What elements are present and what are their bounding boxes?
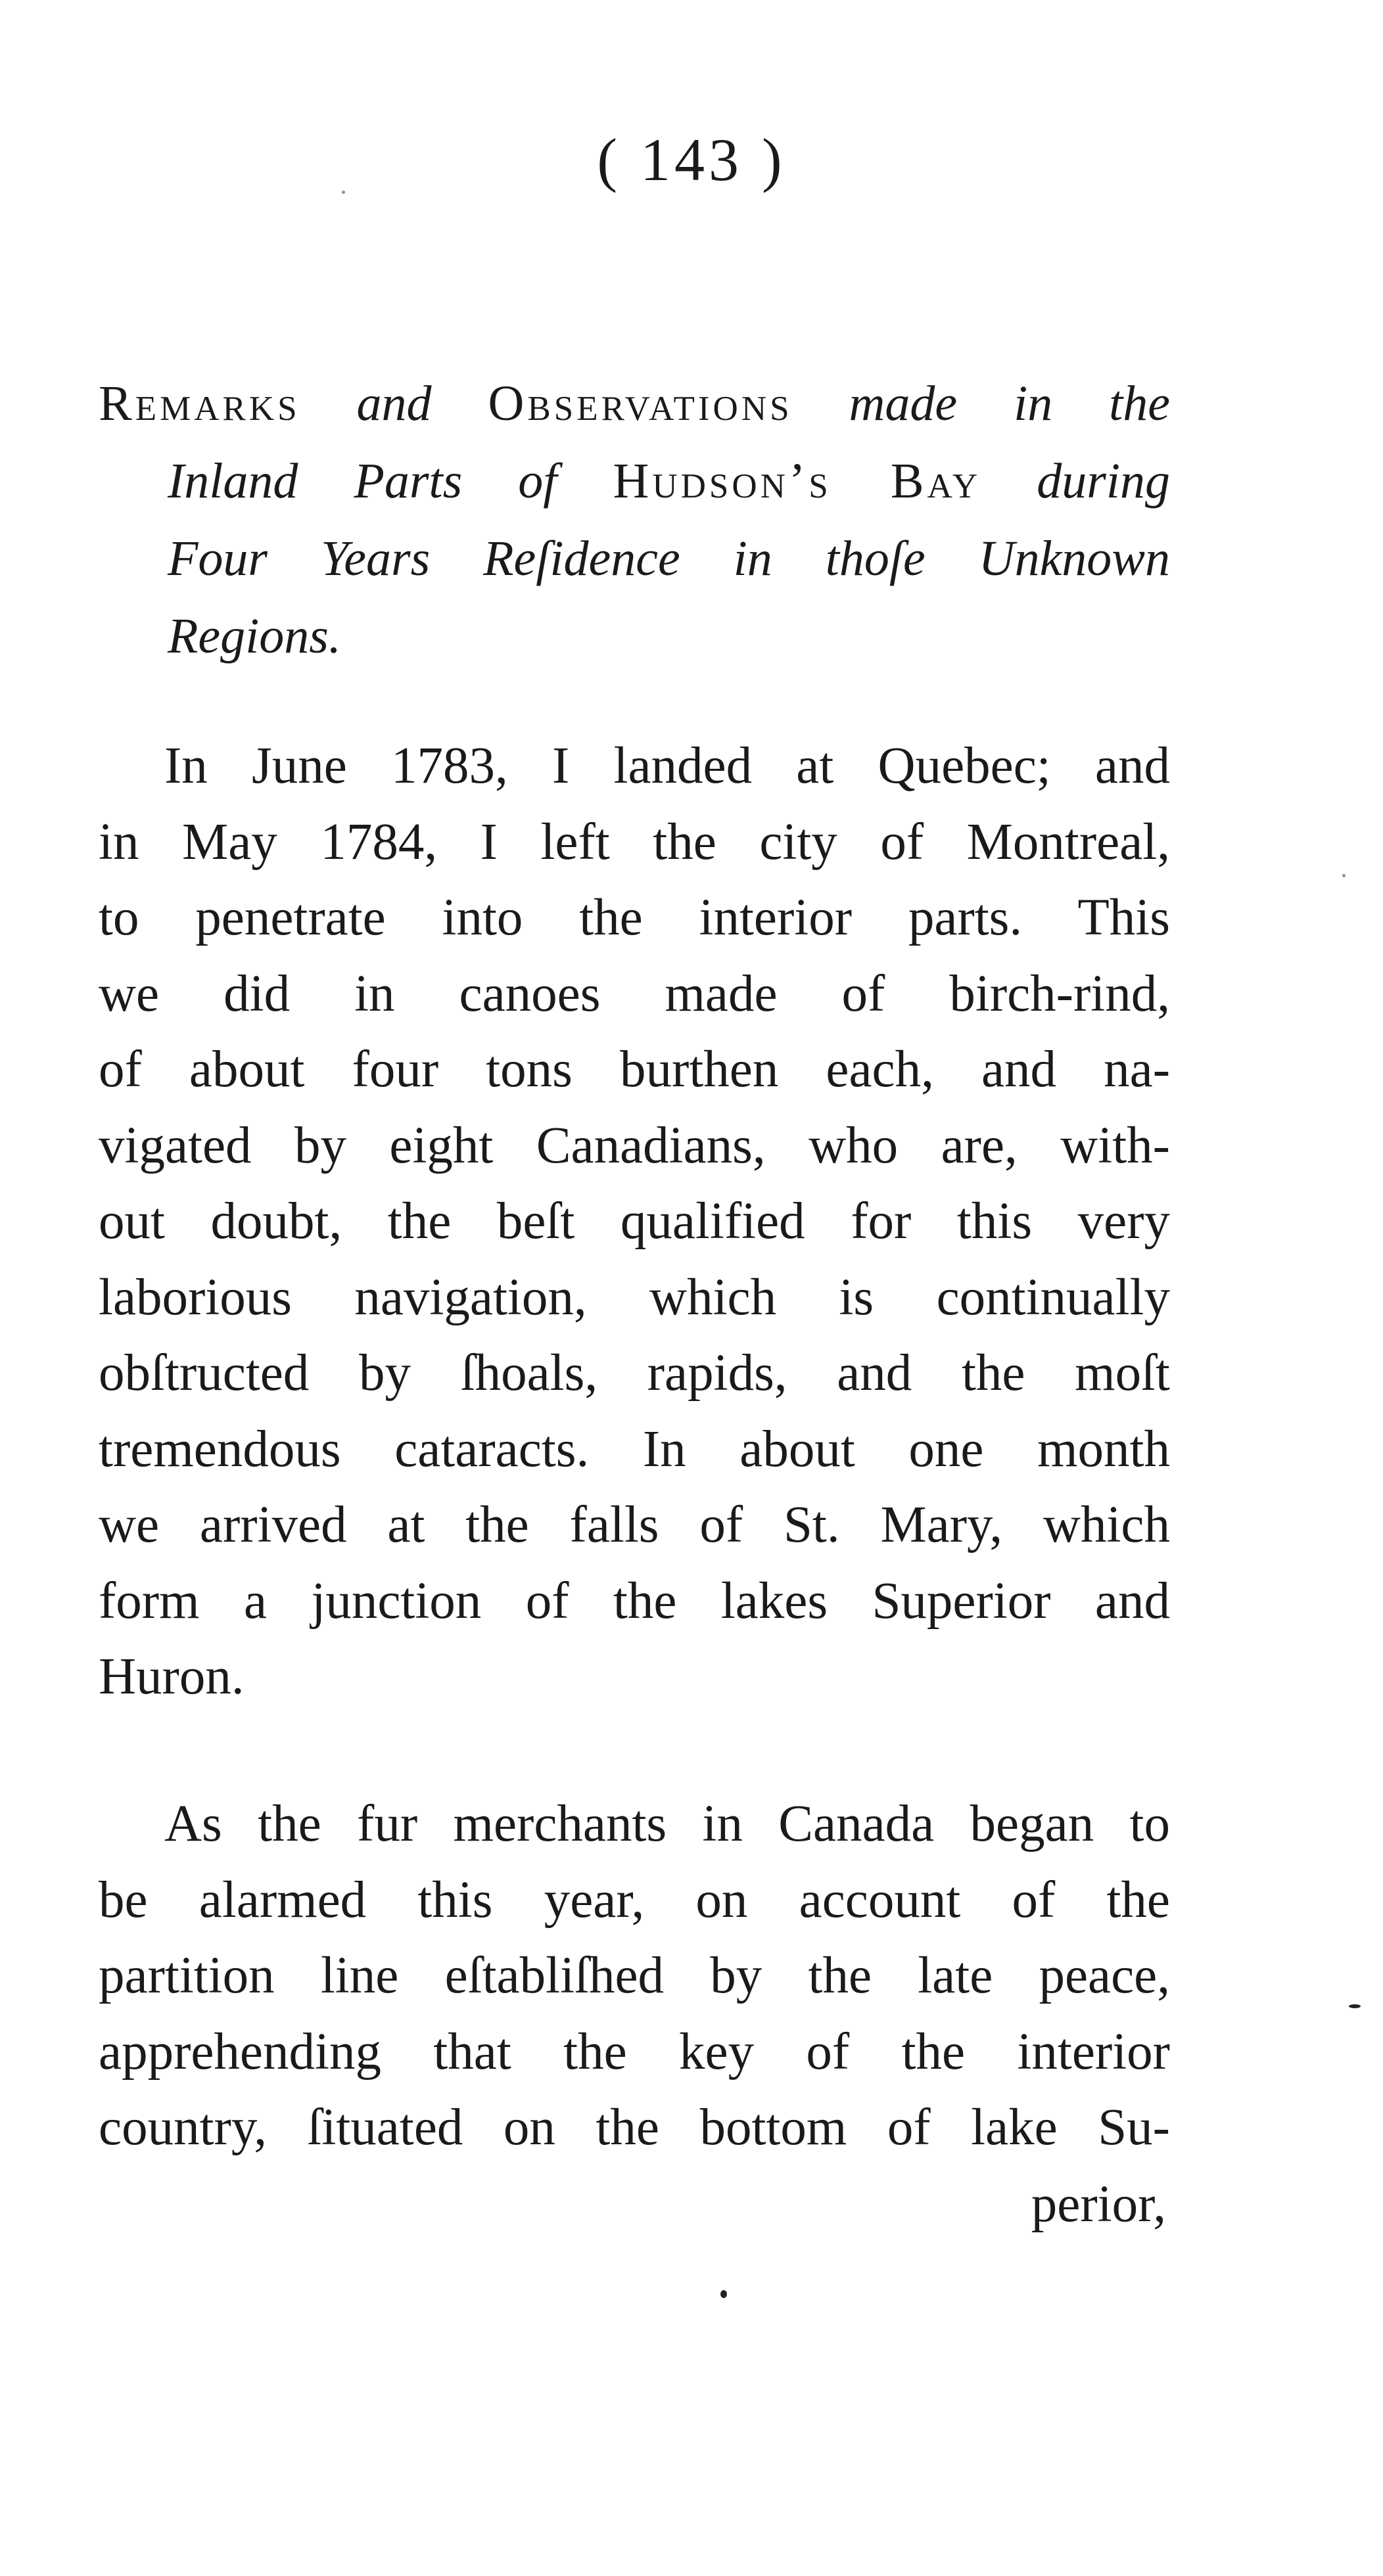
- text-line: In June 1783, I landed at Quebec; and: [164, 737, 1170, 794]
- heading-line-1: [99, 365, 1170, 442]
- paragraph-1: [99, 728, 1170, 1715]
- heading-line-3: [99, 520, 1170, 597]
- heading-segment: Inland Parts of: [168, 453, 613, 509]
- text-line: vigated by eight Canadians, who are, with-: [99, 1116, 1170, 1174]
- text-line: laborious navigation, which is continually: [99, 1268, 1170, 1326]
- text-line: country, ſituated on the bottom of lake Su-: [99, 2099, 1170, 2156]
- text-line: to penetrate into the interior parts. This: [99, 889, 1170, 946]
- heading-segment: Remarks: [99, 376, 300, 431]
- text-line: in May 1784, I left the city of Montreal,: [99, 813, 1170, 871]
- text-line: tremendous cataracts. In about one month: [99, 1420, 1170, 1478]
- text-line: form a junction of the lakes Superior and: [99, 1572, 1170, 1630]
- ink-speck: [720, 2290, 727, 2298]
- heading-segment: Regions.: [168, 609, 341, 664]
- chapter-heading: [99, 365, 1170, 675]
- heading-segment: made in the: [792, 376, 1170, 431]
- text-line: be alarmed this year, on account of the: [99, 1871, 1170, 1929]
- ink-speck: [1349, 2004, 1361, 2008]
- heading-line-2: [99, 442, 1170, 520]
- page-number: ( 143 ): [597, 126, 786, 193]
- text-line: of about four tons burthen each, and na-: [99, 1041, 1170, 1098]
- catchword: perior,: [1031, 2176, 1166, 2233]
- text-line: As the fur merchants in Canada began to: [164, 1795, 1170, 1852]
- heading-segment: Hudson’s Bay: [613, 453, 981, 509]
- text-line: obſtructed by ſhoals, rapids, and the moſt: [99, 1345, 1170, 1402]
- heading-segment: Observations: [488, 376, 793, 431]
- text-line: Huron.: [99, 1648, 245, 1705]
- heading-segment: and: [300, 376, 488, 431]
- heading-segment: during: [981, 453, 1170, 509]
- text-line: we arrived at the falls of St. Mary, which: [99, 1496, 1170, 1553]
- text-line: partition line eſtabliſhed by the late peace,: [99, 1947, 1170, 2004]
- text-line: apprehending that the key of the interior: [99, 2023, 1170, 2081]
- heading-line-4: [99, 597, 1170, 675]
- ink-speck: [342, 191, 345, 194]
- text-line: out doubt, the beſt qualified for this very: [99, 1193, 1170, 1250]
- text-line: we did in canoes made of birch-rind,: [99, 965, 1170, 1023]
- ink-speck: [1342, 874, 1346, 877]
- heading-segment: Four Years Reſidence in thoſe Unknown: [168, 531, 1170, 586]
- paragraph-2: [99, 1786, 1170, 2166]
